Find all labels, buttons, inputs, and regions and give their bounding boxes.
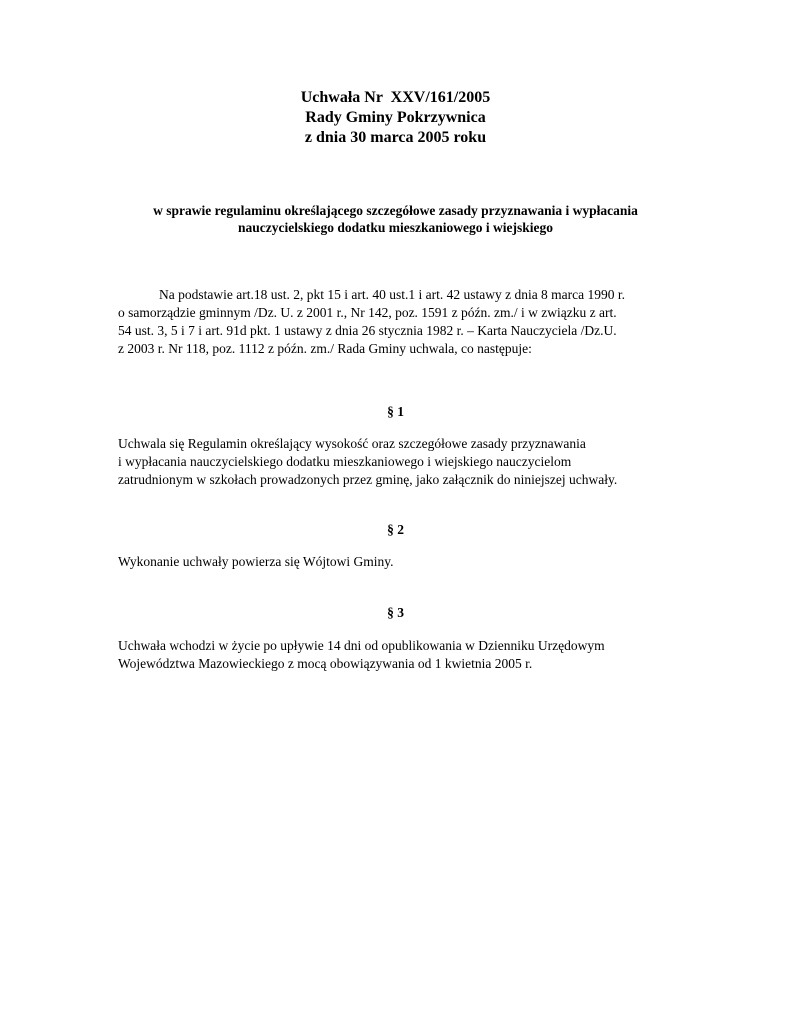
section-3-heading: § 3 [387, 605, 404, 620]
section-3-body [118, 637, 708, 673]
subject-line-1: w sprawie regulaminu określającego szczegółowe zasady przyznawania i wypłacania [153, 203, 638, 218]
legal-basis-paragraph [118, 286, 678, 358]
section-2-line-1: Wykonanie uchwały powierza się Wójtowi Gminy. [118, 554, 394, 569]
basis-line-3: 54 ust. 3, 5 i 7 i art. 91d pkt. 1 ustawy z dnia 26 stycznia 1982 r. – Karta Nauczyciela /Dz.U. [118, 323, 617, 338]
subject-line-2: nauczycielskiego dodatku mieszkaniowego i wiejskiego [237, 220, 553, 235]
basis-line-1: Na podstawie art.18 ust. 2, pkt 15 i art. 40 ust.1 i art. 42 ustawy z dnia 8 marca 1990 r. [159, 287, 626, 302]
resolution-number: Uchwała Nr XXV/161/2005 [300, 89, 491, 106]
resolution-date: z dnia 30 marca 2005 roku [304, 129, 487, 146]
section-2-heading: § 2 [387, 522, 404, 537]
section-3-line-2: Województwa Mazowieckiego z mocą obowiązywania od 1 kwietnia 2005 r. [118, 656, 533, 671]
basis-line-4: z 2003 r. Nr 118, poz. 1112 z późn. zm./ Rada Gminy uchwala, co następuje: [118, 341, 532, 356]
section-1-line-2: i wypłacania nauczycielskiego dodatku mieszkaniowego i wiejskiego nauczycielom [118, 454, 572, 469]
section-1-body [118, 435, 708, 489]
section-3-line-1: Uchwała wchodzi w życie po upływie 14 dni od opublikowania w Dzienniku Urzędowym [118, 638, 605, 653]
section-1-line-3: zatrudnionym w szkołach prowadzonych przez gminę, jako załącznik do niniejszej uchwały. [118, 472, 618, 487]
resolution-title [0, 88, 791, 148]
issuing-body: Rady Gminy Pokrzywnica [305, 109, 486, 126]
section-1-line-1: Uchwala się Regulamin określający wysokość oraz szczegółowe zasady przyznawania [118, 436, 586, 451]
section-2-body [118, 553, 708, 571]
resolution-subject [100, 202, 691, 236]
basis-line-2: o samorządzie gminnym /Dz. U. z 2001 r., Nr 142, poz. 1591 z późn. zm./ i w związku z art. [118, 305, 617, 320]
section-1-heading: § 1 [387, 404, 404, 419]
